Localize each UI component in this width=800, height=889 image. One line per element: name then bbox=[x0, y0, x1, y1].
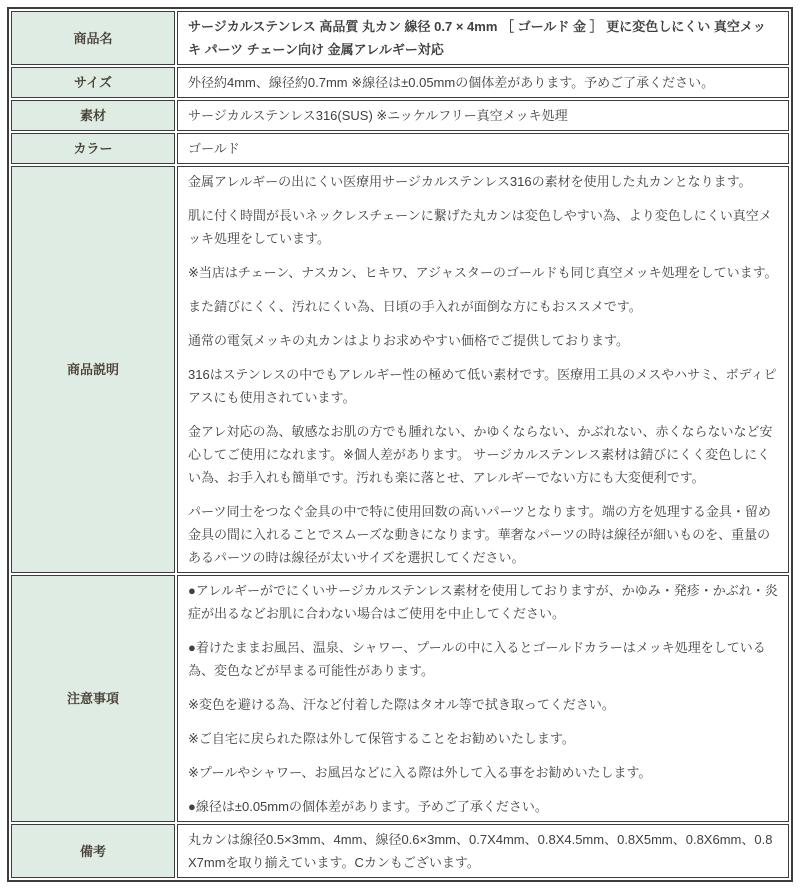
product-spec-table bbox=[7, 7, 793, 882]
row-label-cell: 商品名 bbox=[11, 11, 175, 65]
paragraph: 316はステンレスの中でもアレルギー性の極めて低い素材です。医療用工具のメスやハサミ、ボディピアスにも使用されています。 bbox=[188, 367, 777, 405]
paragraph: 外径約4mm、線径約0.7mm ※線径は±0.05mmの個体差があります。予めご了承ください。 bbox=[188, 75, 715, 90]
paragraph: サージカルステンレス316(SUS) ※ニッケルフリー真空メッキ処理 bbox=[188, 108, 568, 123]
row-remarks bbox=[11, 824, 789, 878]
paragraph: 金アレ対応の為、敏感なお肌の方でも腫れない、かゆくならない、かぶれない、赤くならないなど安心してご使用になれます。※個人差があります。 サージカルステンレス素材は錆びにくく変色しにくい為、お手入れも簡単です。汚れも楽に落とせ、アレルギーでない方にも大変便利です。 bbox=[188, 424, 773, 485]
paragraph: パーツ同士をつなぐ金具の中で特に使用回数の高いパーツとなります。端の方を処理する金具・留め金具の間に入れることでスムーズな動きになります。華奢なパーツの時は線径が細いものを、重量のあるパーツの時は線径が太いサイズを選択してください。 bbox=[188, 504, 771, 565]
paragraph: 丸カンは線径0.5×3mm、4mm、線径0.6×3mm、0.7X4mm、0.8X4.5mm、0.8X5mm、0.8X6mm、0.8X7mmを取り揃えています。Cカンもございます。 bbox=[188, 832, 773, 870]
paragraph: 金属アレルギーの出にくい医療用サージカルステンレス316の素材を使用した丸カンとなります。 bbox=[188, 174, 752, 189]
paragraph: ※当店はチェーン、ナスカン、ヒキワ、アジャスターのゴールドも同じ真空メッキ処理をしています。 bbox=[188, 265, 778, 280]
row-size bbox=[11, 67, 789, 98]
row-color bbox=[11, 133, 789, 164]
paragraph: ●アレルギーがでにくいサージカルステンレス素材を使用しておりますが、かゆみ・発疹・かぶれ・炎症が出るなどお肌に合わない場合はご使用を中止してください。 bbox=[188, 583, 778, 621]
row-label-cell: 商品説明 bbox=[11, 166, 175, 573]
row-value-cell bbox=[177, 11, 789, 65]
paragraph: ※変色を避ける為、汗など付着した際はタオル等で拭き取ってください。 bbox=[188, 697, 615, 712]
paragraph: ※プールやシャワー、お風呂などに入る際は外して入る事をお勧めいたします。 bbox=[188, 765, 652, 780]
row-label-cell: 注意事項 bbox=[11, 575, 175, 822]
paragraph: 通常の電気メッキの丸カンはよりお求めやすい価格でご提供しております。 bbox=[188, 333, 629, 348]
row-value-cell bbox=[177, 67, 789, 98]
row-value-cell bbox=[177, 133, 789, 164]
paragraph: ゴールド bbox=[188, 141, 240, 156]
paragraph: 肌に付く時間が長いネックレスチェーンに繋げた丸カンは変色しやすい為、より変色しにくい真空メッキ処理をしています。 bbox=[188, 208, 772, 246]
paragraph: ※ご自宅に戻られた際は外して保管することをお勧めいたします。 bbox=[188, 731, 575, 746]
row-value-cell bbox=[177, 824, 789, 878]
row-product-name bbox=[11, 11, 789, 65]
paragraph: ●着けたままお風呂、温泉、シャワー、プールの中に入るとゴールドカラーはメッキ処理をしている為、変色などが早まる可能性があります。 bbox=[188, 640, 766, 678]
row-material bbox=[11, 100, 789, 131]
row-label-cell: 備考 bbox=[11, 824, 175, 878]
paragraph: ●線径は±0.05mmの個体差があります。予めご了承ください。 bbox=[188, 799, 548, 814]
paragraph: また錆びにくく、汚れにくい為、日頃の手入れが面倒な方にもおススメです。 bbox=[188, 299, 642, 314]
row-value-cell bbox=[177, 575, 789, 822]
paragraph: サージカルステンレス 高品質 丸カン 線径 0.7 × 4mm ［ ゴールド 金 ］ 更に変色しにくい 真空メッキ パーツ チェーン向け 金属アレルギー対応 bbox=[188, 19, 766, 57]
row-description bbox=[11, 166, 789, 573]
row-precautions bbox=[11, 575, 789, 822]
row-label-cell: カラー bbox=[11, 133, 175, 164]
row-label-cell: サイズ bbox=[11, 67, 175, 98]
row-value-cell bbox=[177, 100, 789, 131]
row-label-cell: 素材 bbox=[11, 100, 175, 131]
row-value-cell bbox=[177, 166, 789, 573]
